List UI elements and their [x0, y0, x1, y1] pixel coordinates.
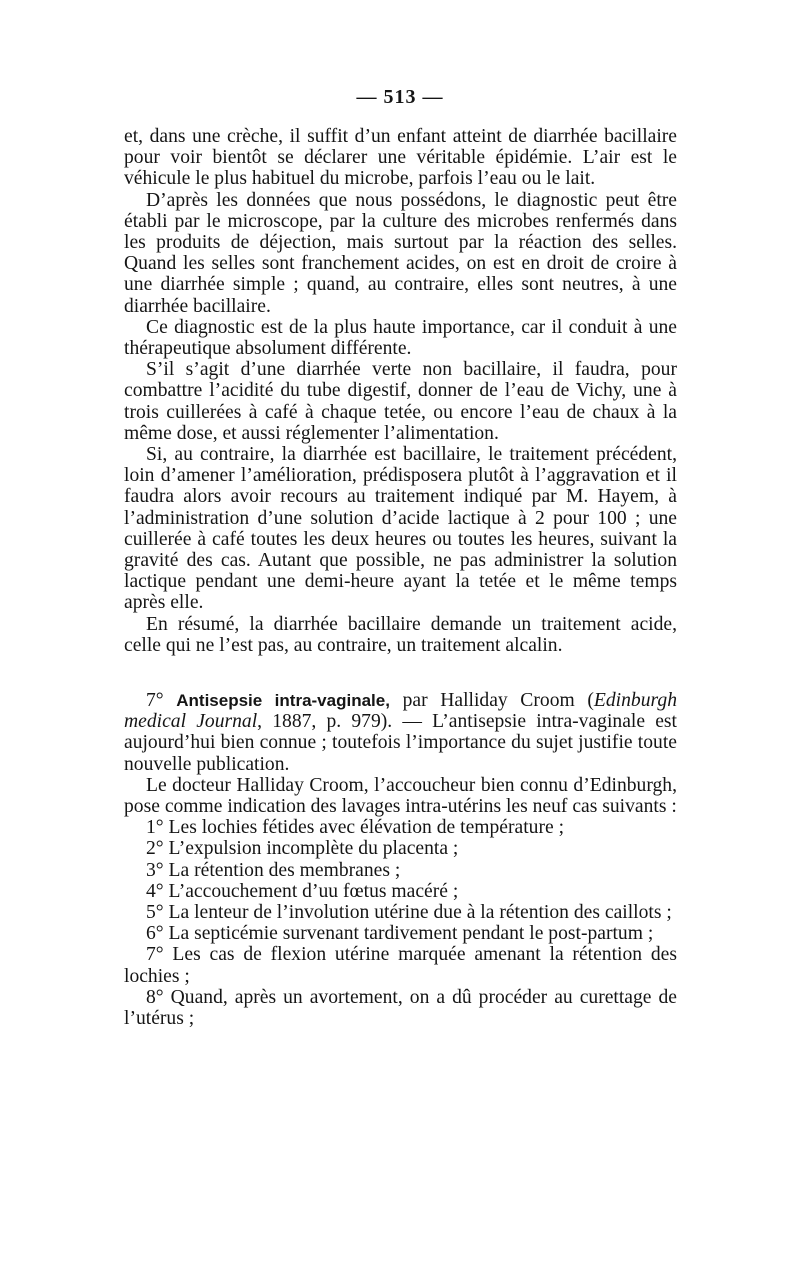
journal-title: Edinburgh medical Journal: [124, 690, 677, 733]
paragraph: S’il s’agit d’une diarrhée verte non bacillaire, il faudra, pour combattre l’acidité du tube digestif, donner de l’eau de Vichy, une à trois cuillerées à café à chaque tetée, ou encore l’eau de chaux à la même dose, et aussi réglementer l’alimentation.: [124, 359, 677, 444]
paragraph: En résumé, la diarrhée bacillaire demande un traitement acide, celle qui ne l’est pas, au contraire, un traitement alcalin.: [124, 613, 677, 656]
list-item: 4° L’accouchement d’uu fœtus macéré ;: [146, 880, 459, 902]
section-antisepsie: [124, 690, 677, 1029]
indication-list: [124, 817, 677, 1029]
source-rest: , 1887, p. 979). — L’antisepsie intra-vaginale est aujourd’hui bien connue ; toutefois l’importance du sujet justifie toute nouvelle publication.: [124, 711, 677, 775]
source-open: (: [587, 690, 594, 711]
paragraph: Ce diagnostic est de la plus haute importance, car il conduit à une thérapeutique absolument différente.: [124, 316, 677, 360]
list-item: 1° Les lochies fétides avec élévation de température ;: [146, 817, 565, 839]
list-item: 6° La septicémie survenant tardivement pendant le post-partum ;: [146, 923, 654, 945]
paragraph: Le docteur Halliday Croom, l’accoucheur bien connu d’Edinburgh, pose comme indication des lavages intra-utérins les neuf cas suivants :: [124, 774, 677, 818]
section-heading-paragraph: [124, 690, 677, 775]
author: par Halliday Croom: [402, 690, 575, 711]
list-item: 8° Quand, après un avortement, on a dû procéder au curettage de l’utérus ;: [124, 986, 677, 1030]
list-item: 2° L’expulsion incomplète du placenta ;: [146, 838, 459, 860]
section-heading: Antisepsie intra-vaginale,: [176, 691, 390, 710]
page-number: — 513 —: [356, 86, 444, 108]
section-diarrhee: [124, 126, 677, 656]
section-number: 7°: [146, 690, 164, 711]
list-item: 7° Les cas de flexion utérine marquée amenant la rétention des lochies ;: [124, 944, 677, 987]
paragraph: et, dans une crèche, il suffit d’un enfant atteint de diarrhée bacillaire pour voir bientôt se déclarer une véritable épidémie. L’air est le véhicule le plus habituel du microbe, parfois l’eau ou le lait.: [124, 126, 677, 190]
list-item: 5° La lenteur de l’involution utérine due à la rétention des caillots ;: [146, 902, 672, 924]
list-item: 3° La rétention des membranes ;: [146, 859, 401, 881]
paragraph: D’après les données que nous possédons, le diagnostic peut être établi par le microscope, par la culture des microbes renfermés dans les produits de déjection, mais surtout par la réaction des selles. Quand les selles sont franchement acides, on est en droit de croire à une diarrhée simple ; quand, au contraire, elles sont neutres, à une diarrhée bacillaire.: [124, 189, 677, 317]
paragraph: Si, au contraire, la diarrhée est bacillaire, le traitement précédent, loin d’amener l’amélioration, prédisposera plutôt à l’aggravation et il faudra alors avoir recours au traitement indiqué par M. Hayem, à l’administration d’une solution d’acide lactique à 2 pour 100 ; une cuillerée à café toutes les deux heures ou toutes les heures, suivant la gravité des cas. Autant que possible, ne pas administrer la solution lactique pendant une demi-heure ayant la tetée et le même temps après elle.: [124, 444, 677, 614]
